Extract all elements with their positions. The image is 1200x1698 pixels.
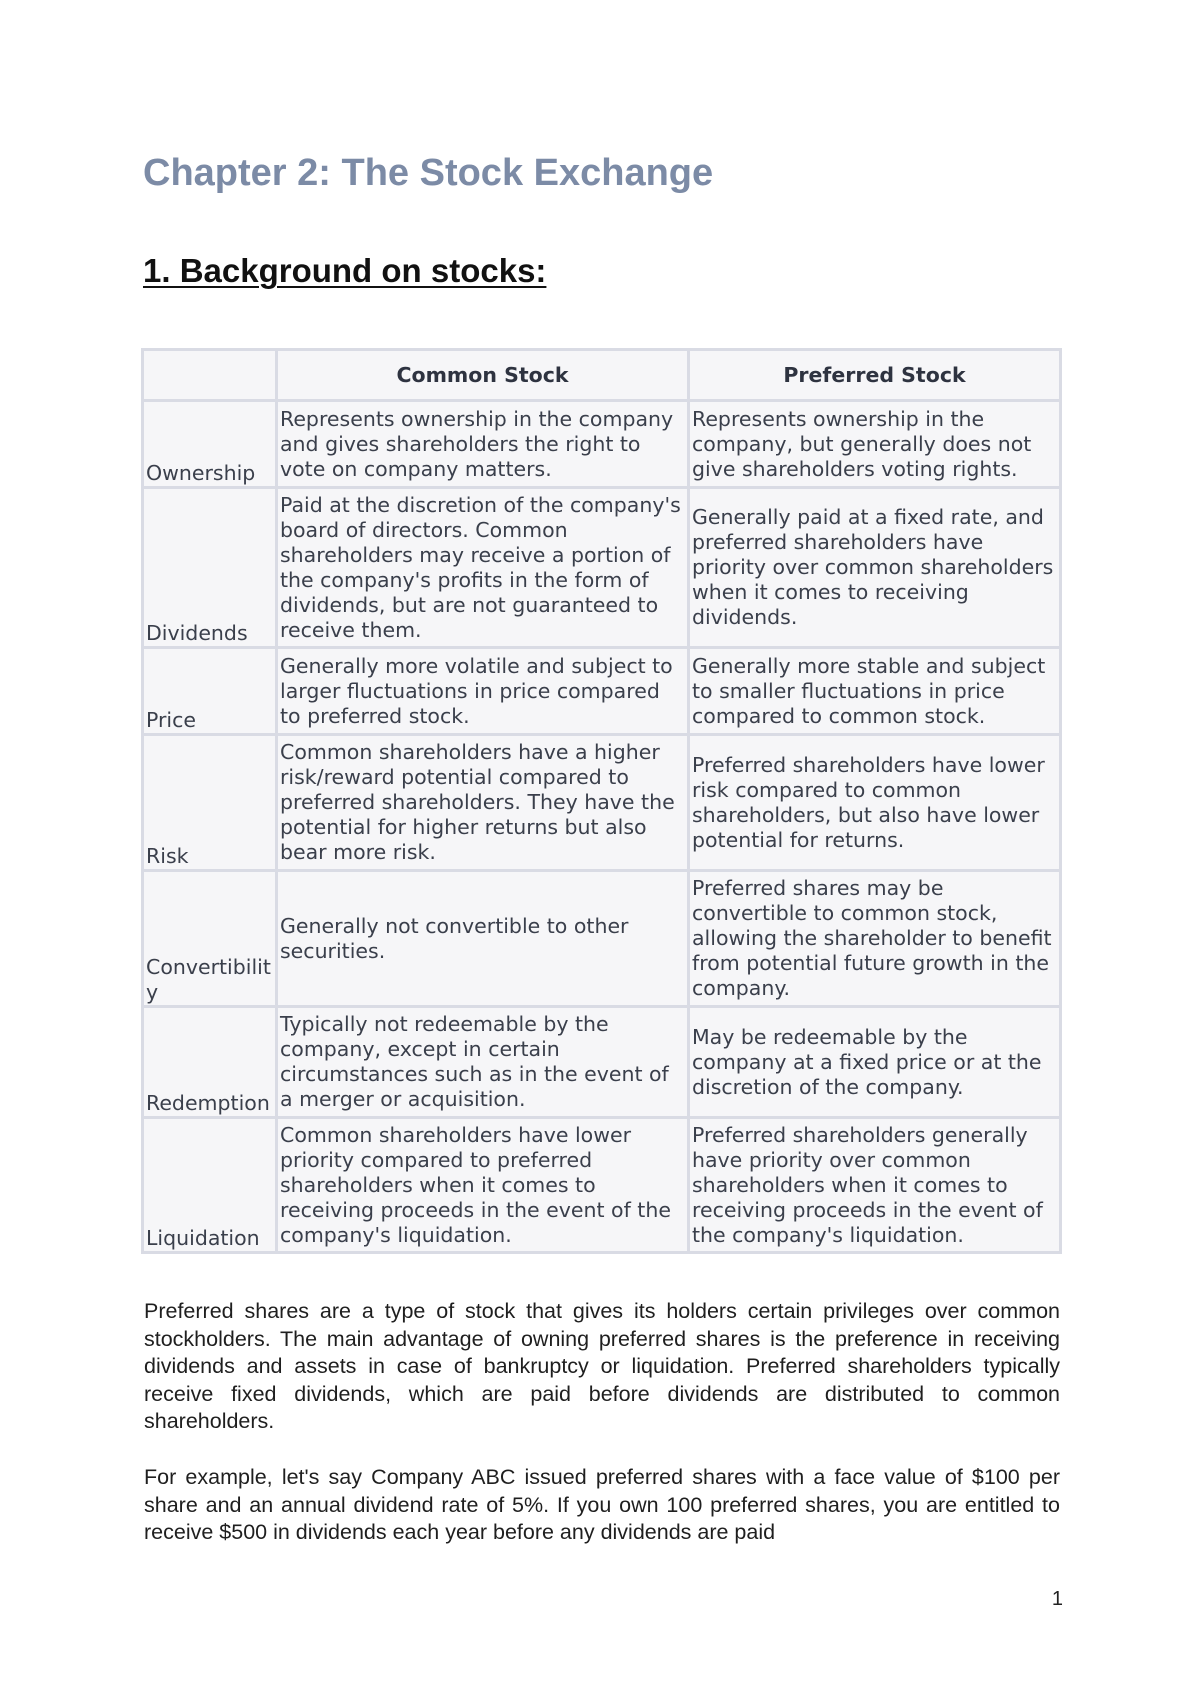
preferred-stock-cell: Preferred shareholders have lower risk compared to common shareholders, but also have lower potential for returns. [689, 735, 1061, 871]
common-stock-cell: Generally not convertible to other securities. [277, 871, 689, 1007]
body-paragraph: Preferred shares are a type of stock that gives its holders certain privileges over common stockholders. The main advantage of owning preferred shares is the preference in receiving dividends and assets in case of bankruptcy or liquidation. Preferred shareholders typically receive fixed dividends, which are paid before dividends are distributed to common shareholders. [144, 1299, 1060, 1433]
table-row-liquidation [143, 1118, 1061, 1253]
row-label: Convertibility [143, 871, 277, 1007]
common-stock-cell: Generally more volatile and subject to larger fluctuations in price compared to preferred stock. [277, 648, 689, 735]
page-number: 1 [1051, 1588, 1063, 1610]
section-heading: 1. Background on stocks: [143, 252, 547, 289]
table-row-dividends [143, 488, 1061, 648]
table-row-convertibility [143, 871, 1061, 1007]
preferred-stock-cell: Preferred shares may be convertible to common stock, allowing the shareholder to benefit from potential future growth in the company. [689, 871, 1061, 1007]
header-cell-empty [143, 350, 277, 401]
row-label: Dividends [143, 488, 277, 648]
preferred-stock-cell: Generally more stable and subject to smaller fluctuations in price compared to common stock. [689, 648, 1061, 735]
table-row-price [143, 648, 1061, 735]
header-common-stock: Common Stock [277, 350, 689, 401]
preferred-stock-cell: May be redeemable by the company at a fixed price or at the discretion of the company. [689, 1007, 1061, 1118]
row-label: Liquidation [143, 1118, 277, 1253]
common-stock-cell: Represents ownership in the company and gives shareholders the right to vote on company matters. [277, 401, 689, 488]
table-row-redemption [143, 1007, 1061, 1118]
row-label: Redemption [143, 1007, 277, 1118]
row-label: Ownership [143, 401, 277, 488]
preferred-stock-cell: Represents ownership in the company, but generally does not give shareholders voting rights. [689, 401, 1061, 488]
row-label: Risk [143, 735, 277, 871]
common-stock-cell: Common shareholders have a higher risk/reward potential compared to preferred shareholders. They have the potential for higher returns but also bear more risk. [277, 735, 689, 871]
common-stock-cell: Paid at the discretion of the company's board of directors. Common shareholders may receive a portion of the company's profits in the form of dividends, but are not guaranteed to receive them. [277, 488, 689, 648]
header-preferred-stock: Preferred Stock [689, 350, 1061, 401]
chapter-title: Chapter 2: The Stock Exchange [143, 152, 714, 194]
common-stock-cell: Common shareholders have lower priority compared to preferred shareholders when it comes to receiving proceeds in the event of the company's liquidation. [277, 1118, 689, 1253]
row-label: Price [143, 648, 277, 735]
body-paragraph: For example, let's say Company ABC issued preferred shares with a face value of $100 per share and an annual dividend rate of 5%. If you own 100 preferred shares, you are entitled to receive $500 in dividends each year before any dividends are paid [144, 1465, 1060, 1544]
table-header-row [143, 350, 1061, 401]
table-row-risk [143, 735, 1061, 871]
preferred-stock-cell: Preferred shareholders generally have priority over common shareholders when it comes to receiving proceeds in the event of the company's liquidation. [689, 1118, 1061, 1253]
table-row-ownership [143, 401, 1061, 488]
stock-comparison-table [141, 348, 1062, 1254]
preferred-stock-cell: Generally paid at a fixed rate, and preferred shareholders have priority over common shareholders when it comes to receiving dividends. [689, 488, 1061, 648]
common-stock-cell: Typically not redeemable by the company, except in certain circumstances such as in the event of a merger or acquisition. [277, 1007, 689, 1118]
